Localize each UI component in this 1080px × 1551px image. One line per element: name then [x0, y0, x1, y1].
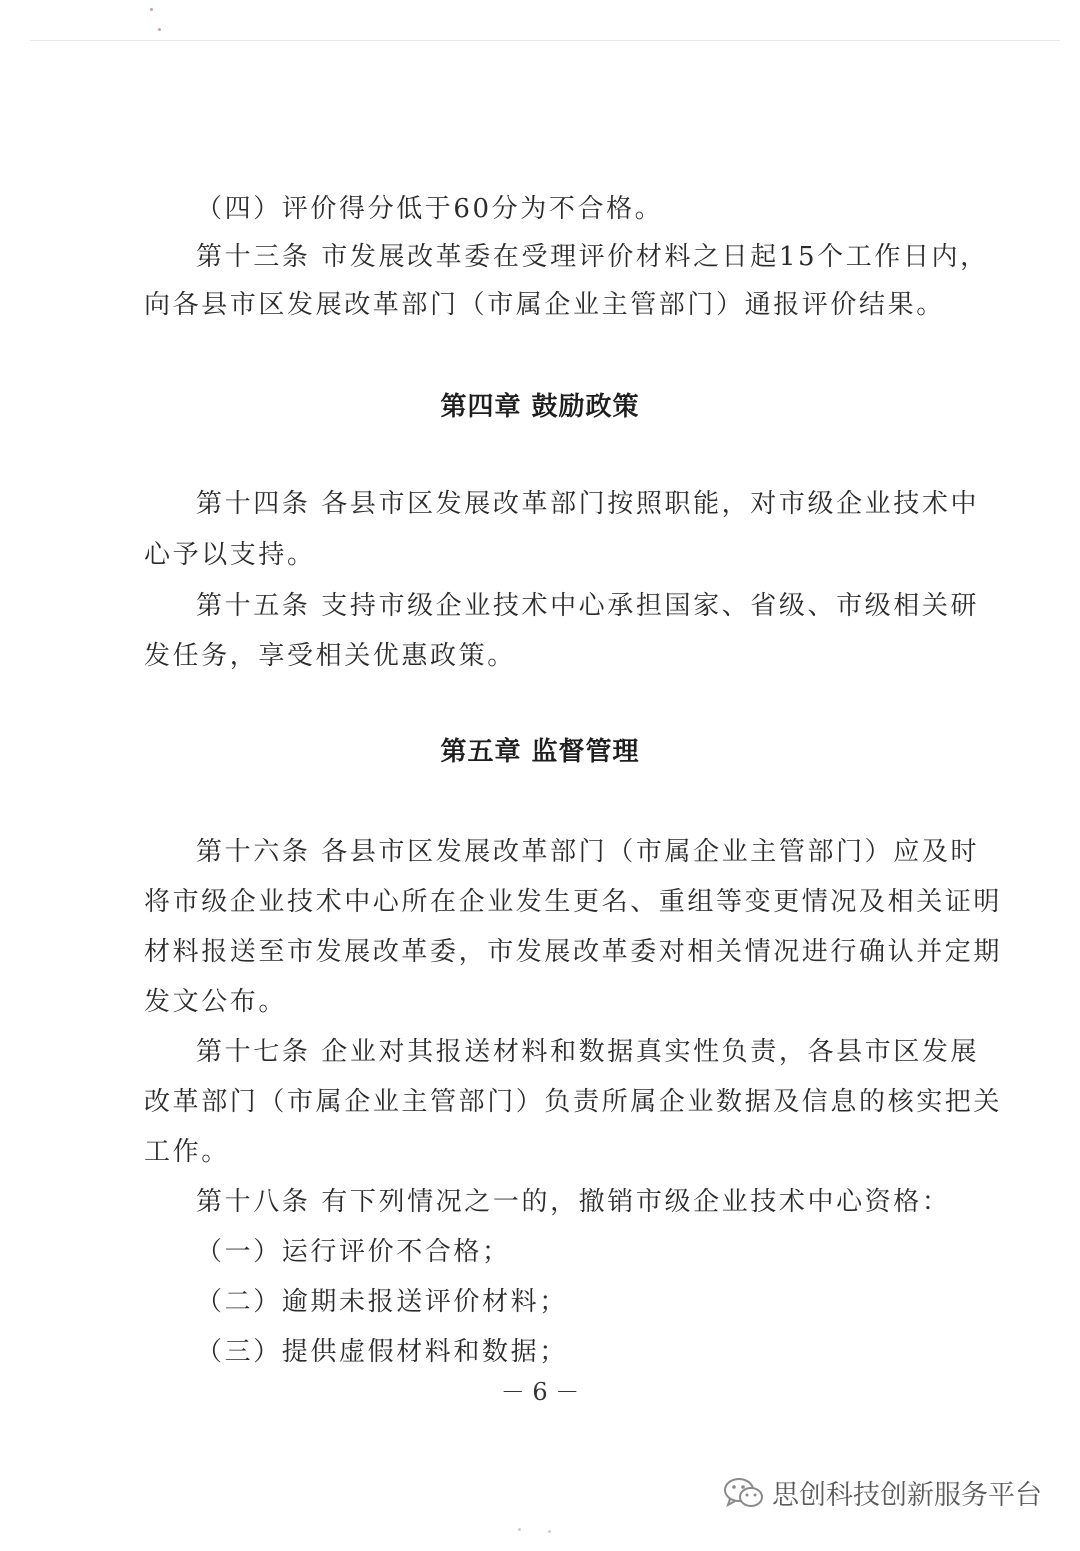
page-number: － 6 －: [500, 1378, 580, 1406]
paragraph-line: 第十六条 各县市区发展改革部门（市属企业主管部门）应及时: [196, 837, 980, 867]
paragraph-line: 第十五条 支持市级企业技术中心承担国家、省级、市级相关研: [196, 591, 980, 621]
top-divider: [30, 40, 1060, 41]
list-item: （三）提供虚假材料和数据；: [196, 1337, 568, 1367]
scan-speck: [548, 1530, 551, 1533]
paragraph-line: （四）评价得分低于60分为不合格。: [196, 194, 664, 224]
list-item: （一）运行评价不合格；: [196, 1237, 511, 1267]
wechat-icon: [722, 1476, 766, 1510]
scan-speck: [158, 28, 161, 31]
paragraph-line: 材料报送至市发展改革委，市发展改革委对相关情况进行确认并定期: [144, 937, 1003, 967]
scan-speck: [150, 8, 153, 11]
chapter-heading: 第五章 监督管理: [440, 737, 640, 767]
watermark-text: 思创科技创新服务平台: [772, 1480, 1042, 1511]
paragraph-line: 将市级企业技术中心所在企业发生更名、重组等变更情况及相关证明: [144, 887, 1003, 917]
chapter-heading: 第四章 鼓励政策: [440, 392, 640, 422]
paragraph-line: 向各县市区发展改革部门（市属企业主管部门）通报评价结果。: [144, 290, 945, 320]
paragraph-line: 第十三条 市发展改革委在受理评价材料之日起15个工作日内，: [196, 242, 989, 272]
paragraph-line: 改革部门（市属企业主管部门）负责所属企业数据及信息的核实把关: [144, 1087, 1003, 1117]
paragraph-line: 心予以支持。: [144, 540, 316, 570]
paragraph-line: 第十八条 有下列情况之一的，撤销市级企业技术中心资格：: [196, 1187, 951, 1217]
paragraph-line: 第十七条 企业对其报送材料和数据真实性负责，各县市区发展: [196, 1037, 980, 1067]
watermark: [722, 1473, 1042, 1512]
scan-speck: [518, 1528, 521, 1531]
paragraph-line: 第十四条 各县市区发展改革部门按照职能，对市级企业技术中: [196, 489, 980, 519]
paragraph-line: 工作。: [144, 1137, 230, 1167]
paragraph-line: 发文公布。: [144, 987, 288, 1017]
list-item: （二）逾期未报送评价材料；: [196, 1287, 568, 1317]
paragraph-line: 发任务，享受相关优惠政策。: [144, 641, 516, 671]
